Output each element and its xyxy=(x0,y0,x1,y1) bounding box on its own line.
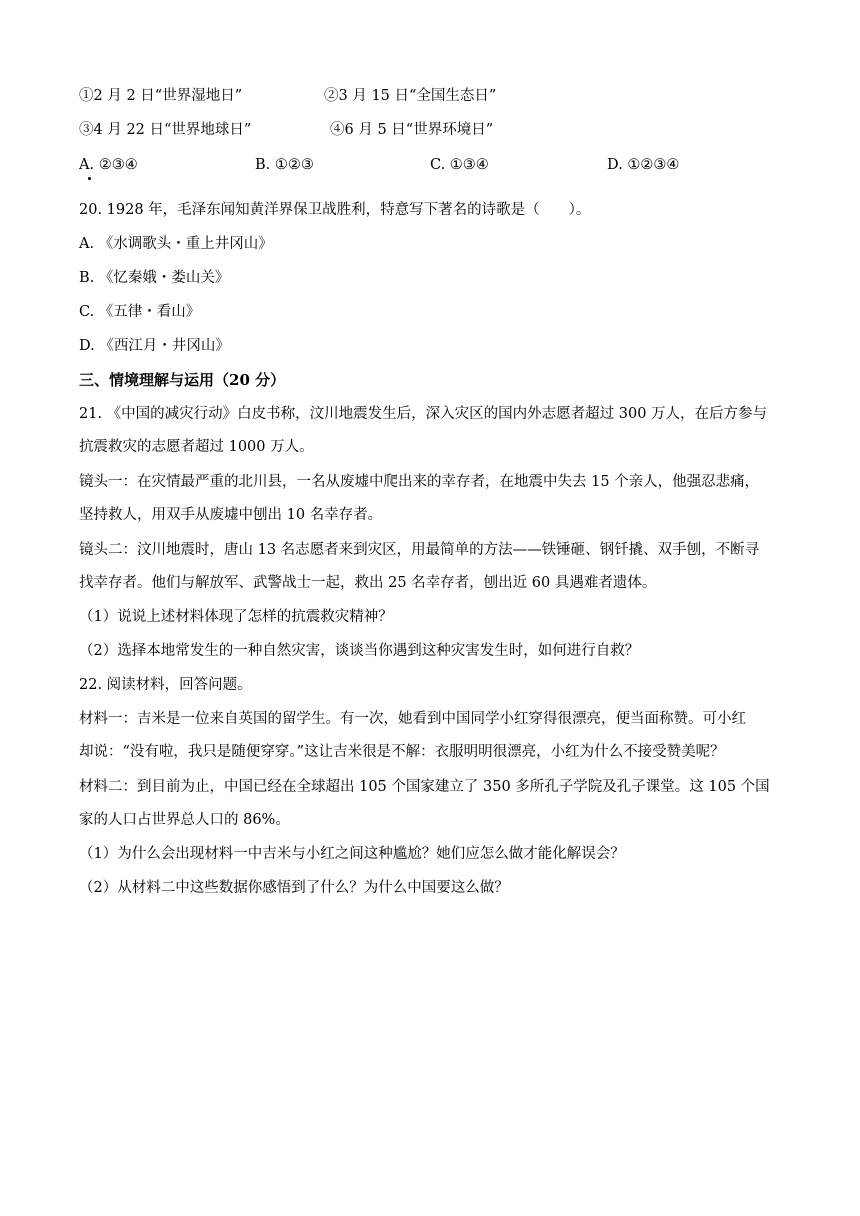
q19-option-d: D. ①②③④ xyxy=(607,157,680,173)
q21-stem-line-2: 抗震救灾的志愿者超过 1000 万人。 xyxy=(79,439,314,455)
q19-item-4: ④6 月 5 日“世界环境日” xyxy=(330,122,494,138)
q20-option-b: B. 《忆秦娥・娄山关》 xyxy=(79,270,230,286)
q22-material1-line-1: 材料一：吉米是一位来自英国的留学生。有一次，她看到中国同学小红穿得很漂亮，便当面称赞。可小红 xyxy=(79,711,746,727)
q20-option-a: A. 《水调歌头・重上井冈山》 xyxy=(79,236,273,252)
q21-shot2-line-1: 镜头二：汶川地震时，唐山 13 名志愿者来到灾区，用最简单的方法——铁锤砸、钢钎撬、双手刨，不断寻 xyxy=(79,542,760,558)
q21-subquestion-1: （1）说说上述材料体现了怎样的抗震救灾精神？ xyxy=(79,609,393,625)
q19-option-a: A. ②③④ xyxy=(79,157,138,173)
section-heading: 三、情境理解与运用（20 分） xyxy=(79,371,286,389)
q22-subquestion-1: （1）为什么会出现材料一中吉米与小红之间这种尴尬？她们应怎么做才能化解误会？ xyxy=(79,846,625,862)
q21-shot1-line-2: 坚持救人，用双手从废墟中刨出 10 名幸存者。 xyxy=(79,507,383,523)
q22-stem: 22. 阅读材料，回答问题。 xyxy=(79,677,252,693)
q21-shot2-line-2: 找幸存者。他们与解放军、武警战士一起，救出 25 名幸存者，刨出近 60 具遇难者遗体。 xyxy=(79,575,657,591)
q19-item-3: ③4 月 22 日“世界地球日” xyxy=(79,122,252,138)
q19-option-b: B. ①②③ xyxy=(255,157,314,173)
q20-stem: 20. 1928 年，毛泽东闻知黄洋界保卫战胜利，特意写下著名的诗歌是（ ）。 xyxy=(79,202,591,218)
q22-material2-line-2: 家的人口占世界总人口的 86%。 xyxy=(79,812,290,828)
q20-option-d: D. 《西江月・井冈山》 xyxy=(79,338,230,354)
q20-option-c: C. 《五律・看山》 xyxy=(79,304,201,320)
q21-subquestion-2: （2）选择本地常发生的一种自然灾害，谈谈当你遇到这种灾害发生时，如何进行自救？ xyxy=(79,643,640,659)
q22-material1-line-2: 却说：“没有啦，我只是随便穿穿。”这让吉米很是不解：衣服明明很漂亮，小红为什么不接受赞美呢？ xyxy=(79,744,725,760)
q22-subquestion-2: （2）从材料二中这些数据你感悟到了什么？为什么中国要这么做？ xyxy=(79,880,509,896)
q22-material2-line-1: 材料二：到目前为止，中国已经在全球超出 105 个国家建立了 350 多所孔子学院及孔子课堂。这 105 个国 xyxy=(79,779,770,795)
q21-shot1-line-1: 镜头一：在灾情最严重的北川县，一名从废墟中爬出来的幸存者，在地震中失去 15 个亲人，他强忍悲痛， xyxy=(79,474,760,490)
q19-item-1: ①2 月 2 日“世界湿地日” xyxy=(79,88,243,104)
q21-stem-line-1: 21. 《中国的减灾行动》白皮书称，汶川地震发生后，深入灾区的国内外志愿者超过 300 万人，在后方参与 xyxy=(79,406,768,422)
emphasis-dot xyxy=(88,177,91,180)
q19-option-c: C. ①③④ xyxy=(430,157,489,173)
q19-item-2: ②3 月 15 日“全国生态日” xyxy=(324,88,497,104)
